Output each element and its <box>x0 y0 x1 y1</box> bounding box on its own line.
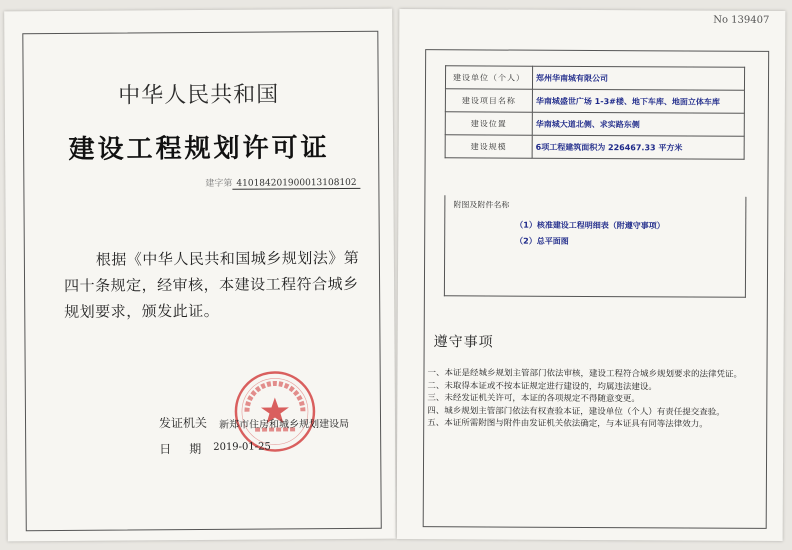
issue-date: 2019-01-25 <box>213 441 271 453</box>
row-label: 建设位置 <box>445 112 532 135</box>
cert-no-value: 410184201900013108102 <box>232 178 360 190</box>
table-row <box>445 66 744 91</box>
row-value: 华南城盛世广场 1-3#楼、地下车库、地面立体车库 <box>532 89 744 113</box>
rule-item: 一、本证是经城乡规划主管部门依法审核，建设工程符合城乡规划要求的法律凭证。 <box>427 368 743 380</box>
certificate-body: 根据《中华人民共和国城乡规划法》第四十条规定，经审核，本建设工程符合城乡规划要求，颁发此证。 <box>64 248 360 321</box>
serial-number: No 139407 <box>713 14 770 26</box>
rule-item: 三、未经发证机关许可，本证的各项规定不得随意变更。 <box>427 393 640 405</box>
attachment-item: （2）总平面图 <box>515 236 569 246</box>
row-value: 郑州华南城有限公司 <box>532 66 744 90</box>
row-value: 华南城大道北侧、求实路东侧 <box>532 112 744 136</box>
date-label: 日期 <box>159 441 220 457</box>
cert-no-prefix: 建字第 <box>205 178 233 189</box>
rule-item: 二、未取得本证或不按本证规定进行建设的，均属违法建设。 <box>427 380 657 392</box>
row-label: 建设项目名称 <box>445 89 532 112</box>
attachments-box <box>444 195 747 298</box>
row-label: 建设单位（个人） <box>445 66 532 89</box>
issuer-name: 新郑市住房和城乡规划建设局 <box>219 418 350 431</box>
table-row <box>445 135 744 160</box>
attachment-item: （1）核准建设工程明细表（附遵守事项） <box>515 220 665 231</box>
table-row <box>445 89 744 114</box>
rules-title: 遵守事项 <box>433 334 494 351</box>
row-value: 6项工程建筑面积为 226467.33 平方米 <box>532 135 744 159</box>
rule-item: 四、城乡规划主管部门依法有权查验本证，建设单位（个人）有责任提交查验。 <box>427 405 725 418</box>
certificate-left-page <box>4 9 396 542</box>
certificate-right-page <box>397 9 786 541</box>
issuer-label: 发证机关 <box>158 415 208 431</box>
country-title: 中华人民共和国 <box>118 82 280 109</box>
attachments-title: 附图及附件名称 <box>453 200 510 210</box>
certificate-number <box>205 175 409 189</box>
row-label: 建设规模 <box>445 135 532 158</box>
certificate-title: 建设工程规划许可证 <box>68 133 330 165</box>
project-info-table <box>445 65 745 160</box>
rule-item: 五、本证所需附图与附件由发证机关依法确定，与本证具有同等法律效力。 <box>427 418 708 430</box>
rules-list <box>427 367 757 431</box>
table-row <box>445 112 744 137</box>
